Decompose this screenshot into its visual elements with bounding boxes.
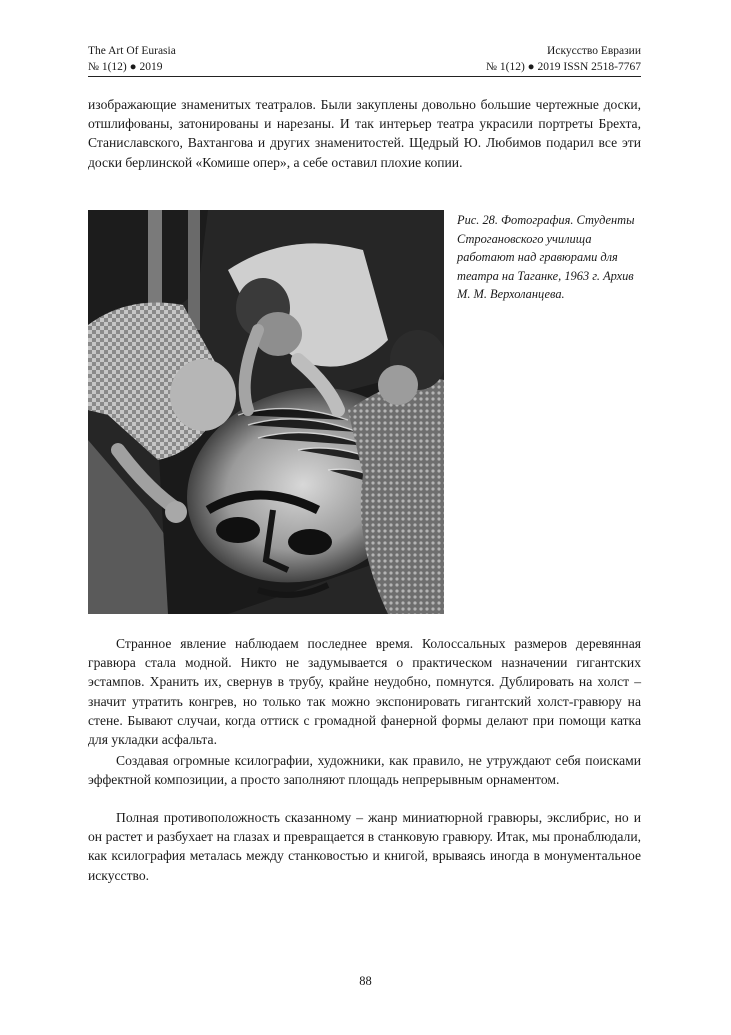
- journal-title: The Art Of Eurasia: [88, 45, 176, 57]
- paragraph-3: Полная противоположность сказанному – жанр миниатюрной гравюры, экслибрис, но и он растет и разбухает на глазах и превращается в станковую гравюру. Итак, мы пронаблюдали, как ксилография металась между станковостью и книгой, врываясь иногда в монументальное искусство.: [88, 810, 641, 883]
- page-number: 88: [359, 974, 372, 988]
- figure-caption: Рис. 28. Фотография. Студенты Строгановского училища работают над гравюрами для театра на Таганке, 1963 г. Архив М. М. Верхоланцева.: [457, 213, 635, 301]
- header-rule: [88, 76, 641, 77]
- journal-title-ru: Искусство Евразии: [547, 45, 641, 57]
- figure-photo: [88, 210, 444, 614]
- header-right: [486, 43, 641, 75]
- header-left: [88, 43, 176, 75]
- paragraph-1: Странное явление наблюдаем последнее время. Колоссальных размеров деревянная гравюра стала модной. Никто не задумывается о практическом назначении гигантских эстампов. Хранить их, свернув в трубу, крайне неудобно, помнутся. Дублировать на холст – значит утратить конгрев, но только так можно экспонировать гигантский холст-гравюру на стене. Бывают случаи, когда оттиск с громадной фанерной формы делают при помощи катка для укладки асфальта.: [88, 636, 641, 748]
- paragraph-intro: изображающие знаменитых театралов. Были закуплены довольно большие чертежные доски, отшлифованы, затонированы и нарезаны. И так интерьер театра украсили портреты Брехта, Станиславского, Вахтангова и других знаменитостей. Щедрый Ю. Любимов подарил все эти доски берлинской «Комише опер», а себе оставил плохие копии.: [88, 97, 641, 170]
- paragraph-2: Создавая огромные ксилографии, художники, как правило, не утруждают себя поисками эффектной композиции, а просто заполняют площадь непрерывным орнаментом.: [88, 753, 641, 788]
- issue-left: № 1(12) ● 2019: [88, 61, 163, 73]
- issue-right: № 1(12) ● 2019 ISSN 2518-7767: [486, 61, 641, 73]
